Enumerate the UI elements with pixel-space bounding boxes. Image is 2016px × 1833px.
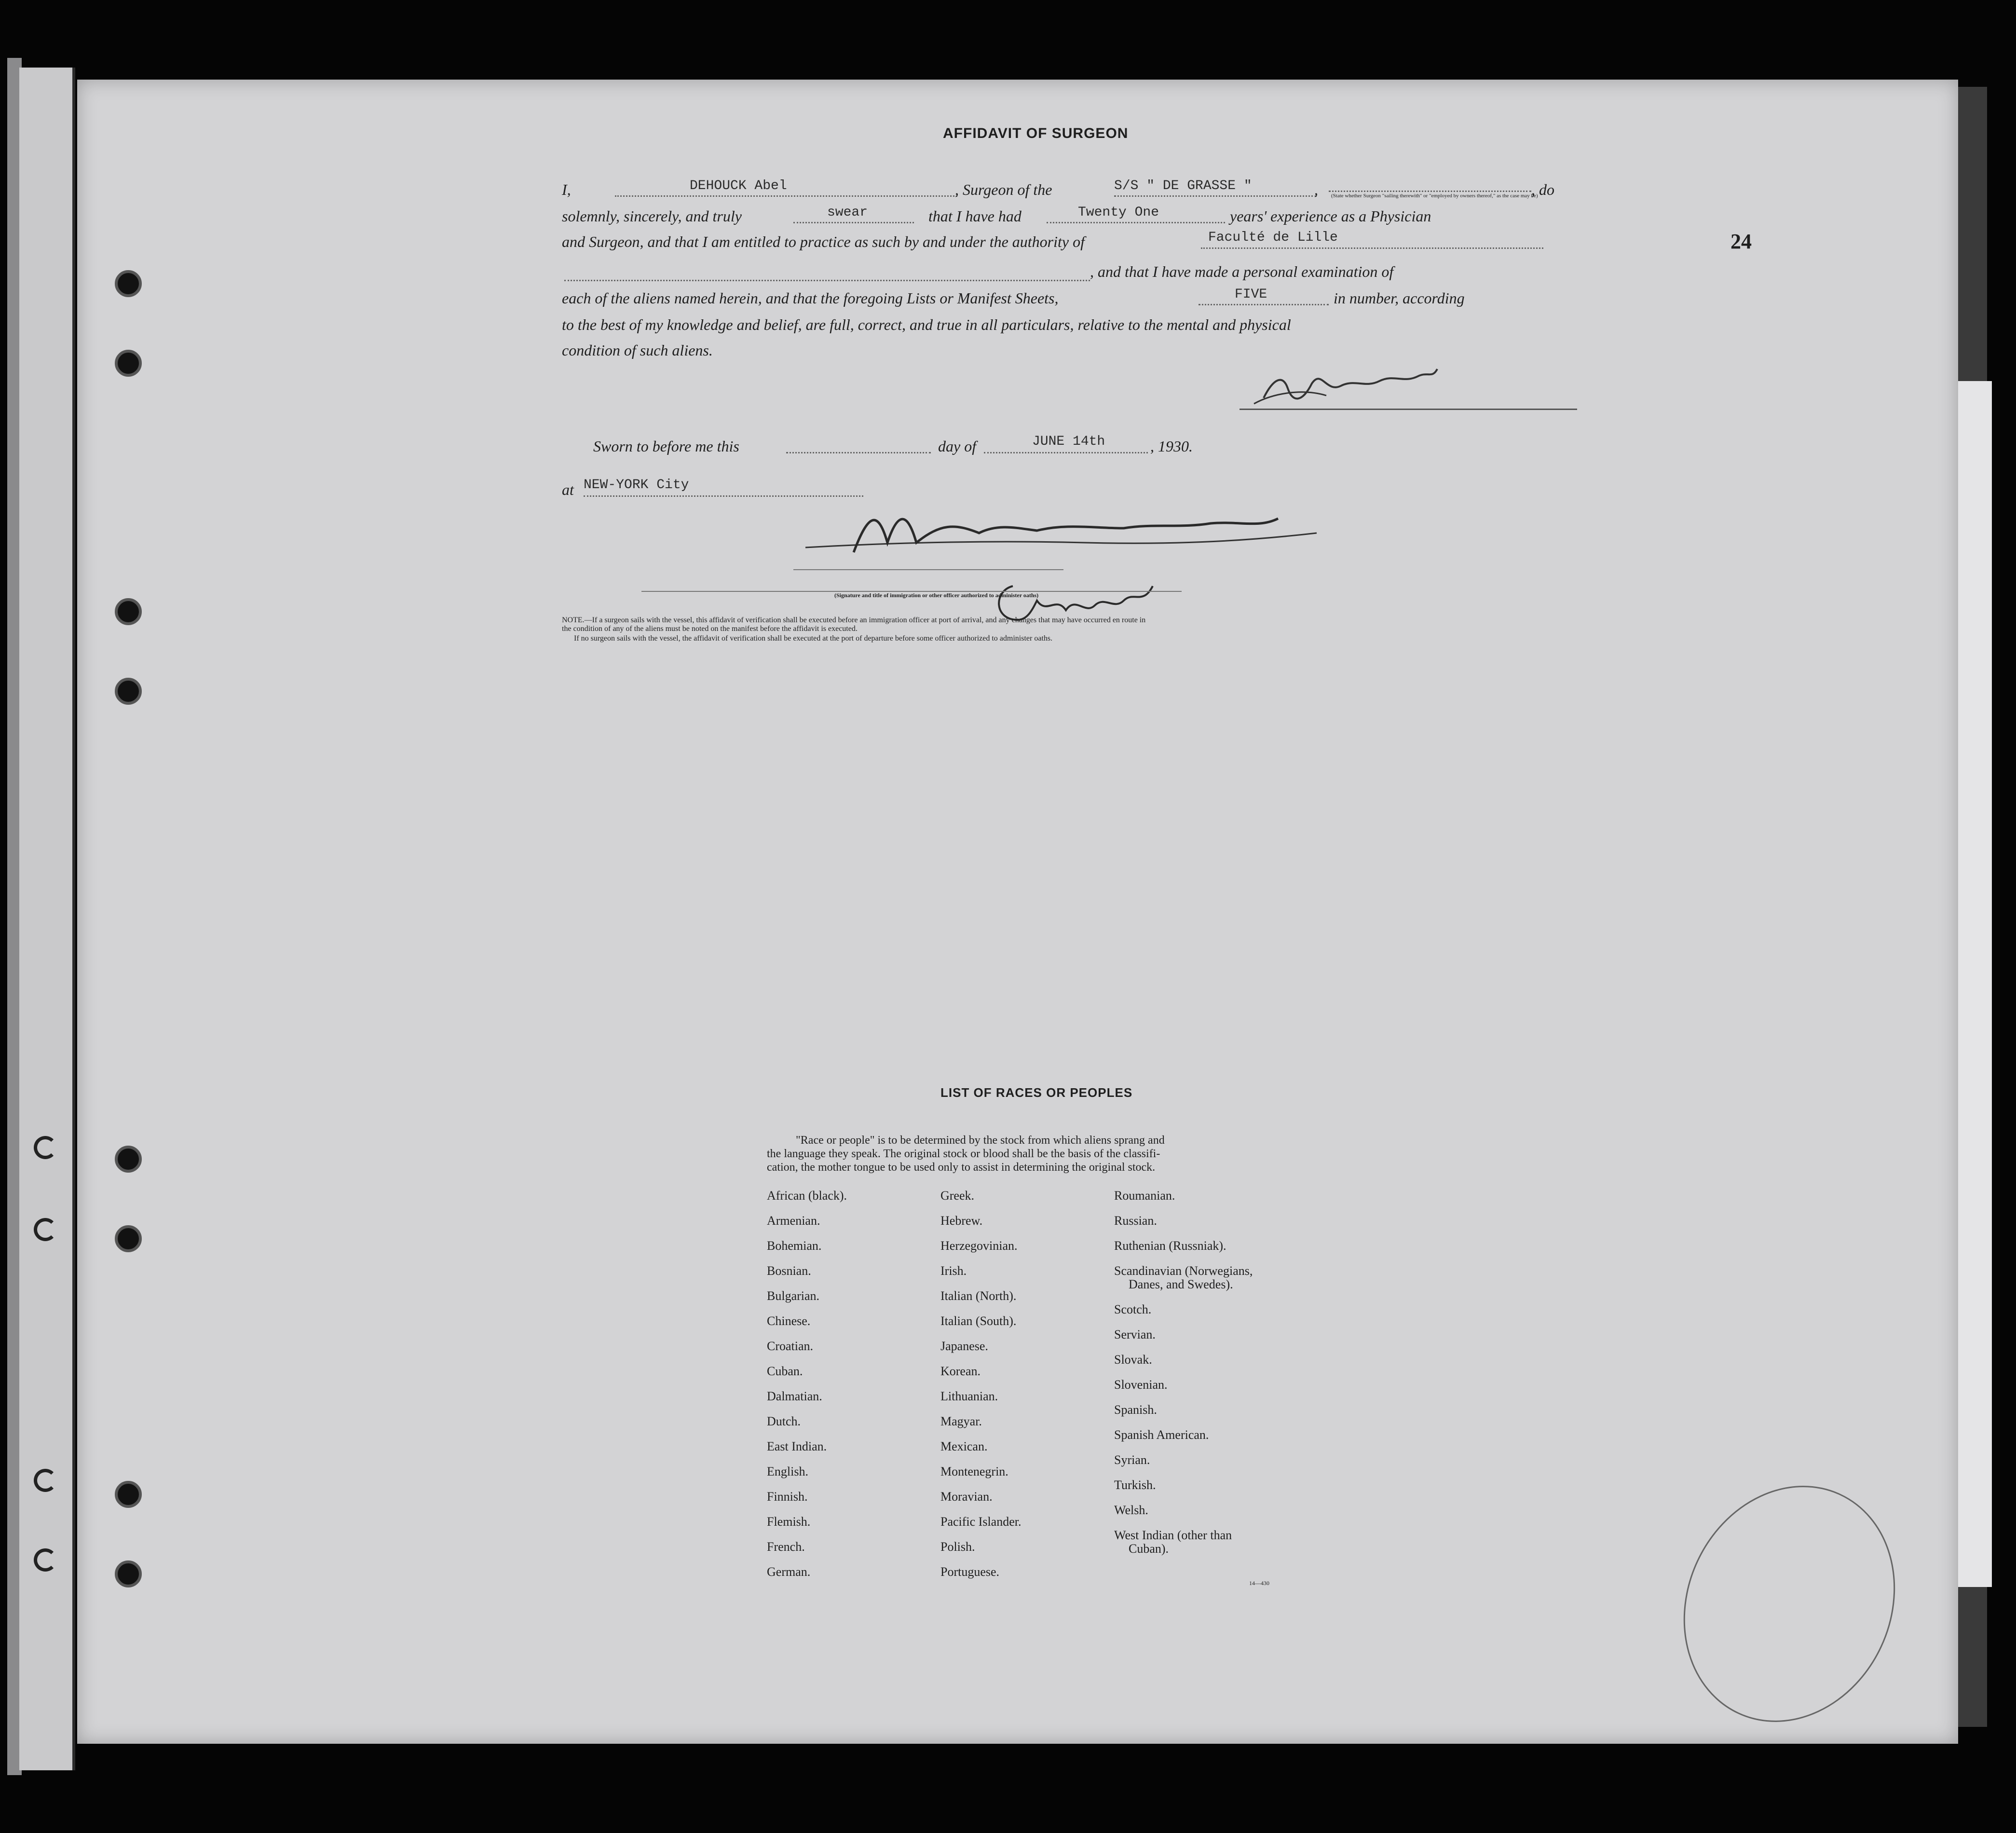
race-list-item: West Indian (other than	[1114, 1528, 1232, 1542]
note-line-2: the condition of any of the aliens must be noted on the manifest before the affidavit is executed.	[562, 625, 858, 633]
authority-field-line	[1201, 247, 1543, 249]
surgeon-signature	[1244, 359, 1495, 408]
race-list-item: Pacific Islander.	[940, 1515, 1022, 1529]
sheets-count-field: FIVE	[1235, 287, 1267, 302]
race-list-item: Servian.	[1114, 1327, 1156, 1341]
race-list-item: Bohemian.	[767, 1239, 822, 1253]
oath-word-field: swear	[827, 205, 868, 220]
state-note: (State whether Surgeon "sailing therewith" or "employed by owners thereof," as the case may be)	[1331, 193, 1538, 199]
document-page	[77, 80, 1958, 1744]
race-list-item: Irish.	[940, 1264, 967, 1278]
race-list-item: Lithuanian.	[940, 1389, 998, 1403]
binder-hook	[34, 1469, 57, 1492]
punch-hole	[115, 1481, 142, 1508]
race-list-item: Chinese.	[767, 1314, 811, 1328]
note-line-1	[562, 616, 1145, 625]
note-label: NOTE.	[562, 616, 585, 624]
punch-hole	[115, 598, 142, 625]
race-list-item: Roumanian.	[1114, 1189, 1175, 1203]
form-code: 14—430	[1249, 1580, 1269, 1587]
ship-name-field: S/S " DE GRASSE "	[1114, 178, 1252, 193]
text-each-of-the-aliens: each of the aliens named herein, and that the foregoing Lists or Manifest Sheets,	[562, 289, 1059, 307]
note-line-3: If no surgeon sails with the vessel, the affidavit of verification shall be executed at the port of departure before some officer authorized to administer oaths.	[574, 634, 1053, 643]
text-surgeon-of: , Surgeon of the	[955, 181, 1052, 198]
race-list-item: Herzegovinian.	[940, 1239, 1018, 1253]
race-list-item: Turkish.	[1114, 1478, 1156, 1492]
race-list-item: Scandinavian (Norwegians,	[1114, 1264, 1253, 1278]
punch-hole	[115, 1225, 142, 1252]
race-list-item: Danes, and Swedes).	[1129, 1277, 1233, 1291]
binder-hook	[34, 1548, 57, 1572]
race-list-item: Moravian.	[940, 1490, 993, 1504]
races-title: LIST OF RACES OR PEOPLES	[940, 1085, 1133, 1100]
race-list-item: Dutch.	[767, 1414, 801, 1428]
paper-tab	[1953, 381, 1992, 1587]
punch-hole	[115, 1560, 142, 1587]
officer-signature	[796, 494, 1346, 567]
race-list-item: Scotch.	[1114, 1302, 1152, 1316]
sheets-field-line	[1199, 304, 1329, 305]
race-list-item: Italian (North).	[940, 1289, 1017, 1303]
surgeon-name-field: DEHOUCK Abel	[690, 178, 787, 193]
note-text-1: —If a surgeon sails with the vessel, this affidavit of verification shall be executed before an immigration officer at port of arrival, and any changes that may have occurred en route in	[584, 616, 1146, 624]
race-list-item: Spanish.	[1114, 1403, 1157, 1417]
authority-continued-line	[564, 280, 1090, 281]
punch-hole	[115, 350, 142, 377]
binder-hook	[34, 1218, 57, 1241]
place-field: NEW-YORK City	[584, 478, 689, 492]
race-list-item: Welsh.	[1114, 1503, 1148, 1517]
race-list-item: Syrian.	[1114, 1453, 1150, 1467]
race-list-item: Armenian.	[767, 1214, 820, 1228]
punch-hole	[115, 1146, 142, 1173]
authority-field: Faculté de Lille	[1208, 230, 1338, 245]
years-field-line	[1047, 222, 1225, 223]
sworn-date-line	[984, 452, 1148, 453]
race-list-item: Greek.	[940, 1189, 975, 1203]
punch-hole	[115, 678, 142, 705]
sworn-date-field: JUNE 14th	[1032, 434, 1105, 449]
affidavit-title: AFFIDAVIT OF SURGEON	[943, 125, 1129, 141]
race-list-item: Croatian.	[767, 1339, 814, 1353]
race-list-item: East Indian.	[767, 1439, 827, 1453]
sworn-day-line	[786, 452, 931, 453]
race-list-item: African (black).	[767, 1189, 847, 1203]
text-sworn: Sworn to before me this	[593, 438, 739, 455]
pencil-circle-mark	[1669, 1469, 1910, 1739]
race-list-item: English.	[767, 1464, 808, 1478]
surgeon-signature-line	[1240, 409, 1577, 410]
race-list-item: Hebrew.	[940, 1214, 983, 1228]
signature-caption: (Signature and title of immigration or other officer authorized to administer oaths)	[834, 592, 1039, 599]
text-that-i-have-had: that I have had	[928, 207, 1022, 225]
text-and-surgeon: and Surgeon, and that I am entitled to practice as such by and under the authority of	[562, 233, 1085, 250]
race-list-item: Korean.	[940, 1364, 981, 1378]
text-personal-examination: , and that I have made a personal examination of	[1090, 263, 1394, 280]
binder-hook	[34, 1136, 57, 1159]
race-list-item: Montenegrin.	[940, 1464, 1008, 1478]
punch-hole	[115, 270, 142, 297]
race-list-item: Dalmatian.	[767, 1389, 822, 1403]
race-list-item: Italian (South).	[940, 1314, 1017, 1328]
race-list-item: Slovenian.	[1114, 1378, 1168, 1392]
text-comma: ,	[1314, 181, 1318, 198]
ship-field-line	[1114, 195, 1317, 197]
text-year: , 1930.	[1150, 438, 1193, 455]
race-list-item: Flemish.	[767, 1515, 811, 1529]
text-I: I,	[562, 181, 571, 198]
race-list-item: Japanese.	[940, 1339, 988, 1353]
text-years-experience: years' experience as a Physician	[1230, 207, 1431, 225]
binder-strip	[19, 68, 75, 1770]
races-intro-3: cation, the mother tongue to be used only to assist in determining the original stock.	[767, 1161, 1156, 1174]
race-list-item: Finnish.	[767, 1490, 808, 1504]
race-list-item: Portuguese.	[940, 1565, 1000, 1579]
race-list-item: French.	[767, 1540, 805, 1554]
text-day-of: day of	[938, 438, 977, 455]
race-list-item: Cuban.	[767, 1364, 803, 1378]
race-list-item: Russian.	[1114, 1214, 1157, 1228]
race-list-item: Bulgarian.	[767, 1289, 820, 1303]
races-intro-2: the language they speak. The original stock or blood shall be the basis of the classifi-	[767, 1148, 1160, 1160]
race-list-item: Ruthenian (Russniak).	[1114, 1239, 1226, 1253]
text-at: at	[562, 481, 574, 498]
text-in-number: in number, according	[1334, 289, 1465, 307]
capacity-field-line	[1329, 191, 1531, 192]
page-number: 24	[1730, 230, 1752, 253]
race-list-item: Polish.	[940, 1540, 975, 1554]
text-solemnly: solemnly, sincerely, and truly	[562, 207, 742, 225]
text-condition: condition of such aliens.	[562, 342, 713, 359]
race-list-item: Magyar.	[940, 1414, 982, 1428]
race-list-item: Mexican.	[940, 1439, 988, 1453]
race-list-item: Slovak.	[1114, 1353, 1152, 1367]
race-list-item: Cuban).	[1129, 1542, 1169, 1556]
race-list-item: German.	[767, 1565, 811, 1579]
text-best-of-knowledge: to the best of my knowledge and belief, are full, correct, and true in all particulars, relative to the mental and physical	[562, 316, 1291, 333]
race-list-item: Bosnian.	[767, 1264, 811, 1278]
name-field-line	[615, 195, 957, 197]
races-intro-1: "Race or people" is to be determined by the stock from which aliens sprang and	[796, 1134, 1165, 1147]
oath-field-line	[793, 222, 914, 223]
race-list-item: Spanish American.	[1114, 1428, 1209, 1442]
text-do: , do	[1531, 181, 1554, 198]
years-field: Twenty One	[1078, 205, 1159, 220]
